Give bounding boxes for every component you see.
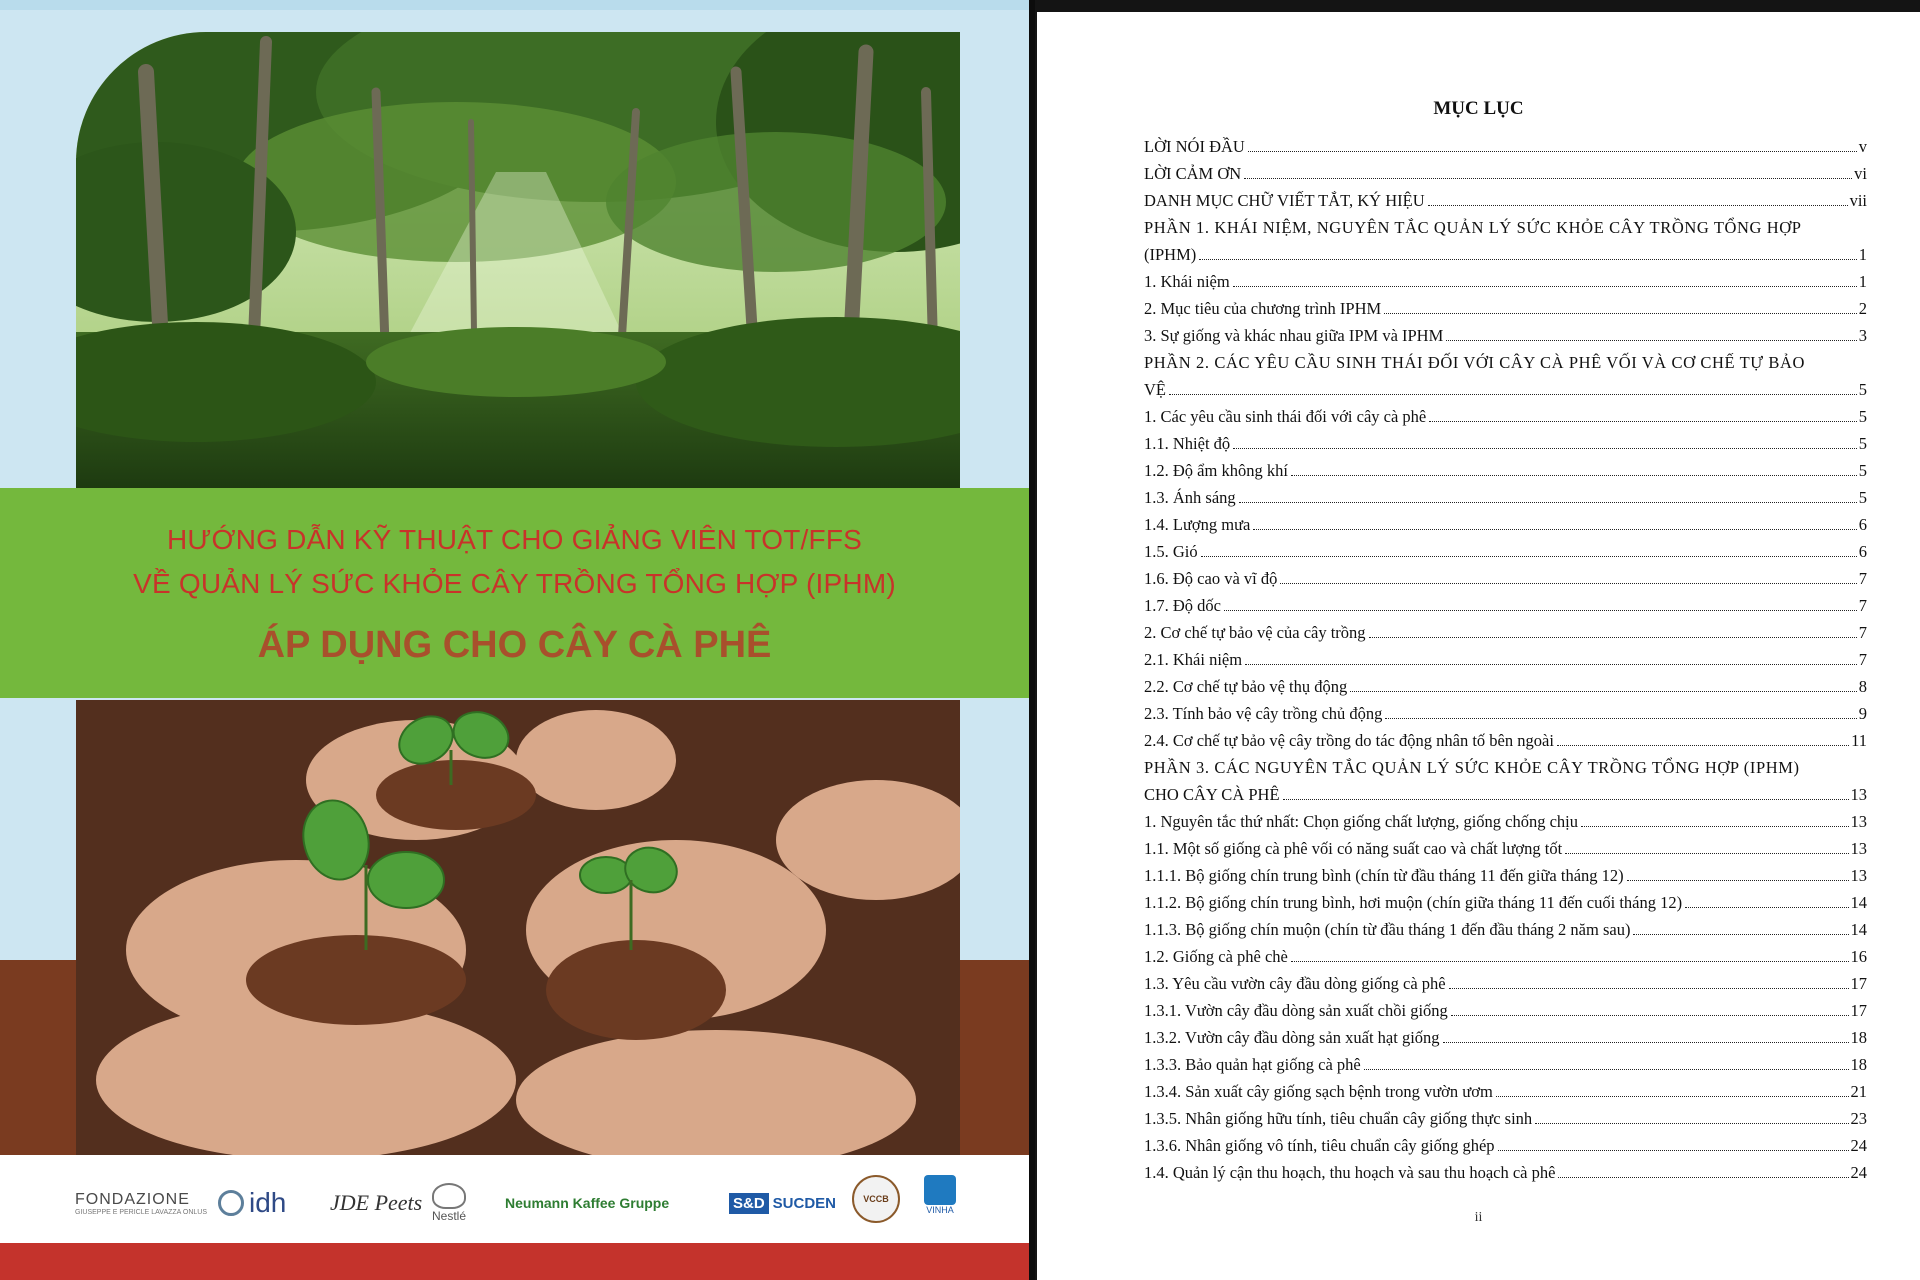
forest-photo <box>76 32 960 490</box>
fondazione-logo-text: FONDAZIONE <box>75 1191 190 1208</box>
nestle-logo <box>432 1183 466 1223</box>
vinha-logo <box>924 1175 956 1215</box>
vccb-logo-text: VCCB <box>863 1194 889 1204</box>
toc-dot-leader <box>1199 259 1857 260</box>
toc-entry-page: 3 <box>1858 326 1867 345</box>
toc-entry-page: 9 <box>1858 704 1867 723</box>
toc-entry-label: 1.1.2. Bộ giống chín trung bình, hơi muộn (chín giữa tháng 11 đến cuối tháng 12) <box>1144 893 1683 912</box>
toc-entry[interactable] <box>1144 1129 1867 1156</box>
toc-dot-leader <box>1239 502 1857 503</box>
toc-entry-label: 2. Cơ chế tự bảo vệ của cây trồng <box>1144 623 1366 642</box>
toc-entry[interactable] <box>1144 373 1867 400</box>
toc-entry-label: 1.2. Giống cà phê chè <box>1144 947 1288 966</box>
toc-entry[interactable] <box>1144 1048 1867 1075</box>
cover-title-line-1: HƯỚNG DẪN KỸ THUẬT CHO GIẢNG VIÊN TOT/FFS <box>166 524 863 555</box>
toc-entry-label: CHO CÂY CÀ PHÊ <box>1144 785 1280 804</box>
toc-entry[interactable] <box>1144 535 1867 562</box>
toc-dot-leader <box>1350 691 1856 692</box>
toc-entry[interactable] <box>1144 589 1867 616</box>
toc-entry[interactable] <box>1144 130 1867 157</box>
toc-entry[interactable] <box>1144 778 1867 805</box>
toc-dot-leader <box>1565 853 1848 854</box>
toc-entry-page: 5 <box>1858 407 1867 426</box>
toc-dot-leader <box>1581 826 1848 827</box>
toc-entry-label: 1.4. Lượng mưa <box>1144 515 1251 534</box>
cover-red-footer <box>0 1243 1029 1280</box>
cover-title-line-2: VỀ QUẢN LÝ SỨC KHỎE CÂY TRỒNG TỔNG HỢP (IPHM) <box>133 568 896 599</box>
vinha-square-icon <box>924 1175 956 1205</box>
toc-entry-label: 1.1.1. Bộ giống chín trung bình (chín từ đầu tháng 11 đến giữa tháng 12) <box>1144 866 1624 885</box>
toc-entry-heading[interactable] <box>1144 751 1867 778</box>
toc-entry-heading[interactable] <box>1144 346 1867 373</box>
neumann-logo-text: Neumann Kaffee Gruppe <box>505 1195 670 1211</box>
toc-dot-leader <box>1446 340 1856 341</box>
toc-entry-label: 1. Nguyên tắc thứ nhất: Chọn giống chất lượng, giống chống chịu <box>1144 812 1579 831</box>
toc-entry-label: PHẦN 1. KHÁI NIỆM, NGUYÊN TẮC QUẢN LÝ SỨC KHỎE CÂY TRỒNG TỔNG HỢP <box>1144 218 1802 237</box>
toc-entry-page: 18 <box>1850 1028 1867 1047</box>
toc-entry[interactable] <box>1144 616 1867 643</box>
toc-entry-label: 2.2. Cơ chế tự bảo vệ thụ động <box>1144 677 1348 696</box>
neumann-logo <box>505 1183 669 1223</box>
toc-entry-page: 5 <box>1858 488 1867 507</box>
toc-entry[interactable] <box>1144 994 1867 1021</box>
idh-logo <box>218 1183 286 1223</box>
toc-entry-page: 21 <box>1850 1082 1867 1101</box>
toc-dot-leader <box>1685 907 1848 908</box>
vccb-logo <box>852 1175 900 1223</box>
toc-dot-leader <box>1233 448 1857 449</box>
toc-entry-label: 1.1. Nhiệt độ <box>1144 434 1231 453</box>
toc-entry-page: 1 <box>1858 272 1867 291</box>
toc-entry[interactable] <box>1144 508 1867 535</box>
toc-entry-label: 1.3.5. Nhân giống hữu tính, tiêu chuẩn cây giống thực sinh <box>1144 1109 1533 1128</box>
toc-entry-page: 7 <box>1858 650 1867 669</box>
toc-entry[interactable] <box>1144 1156 1867 1183</box>
toc-entry[interactable] <box>1144 940 1867 967</box>
toc-entry-page: 13 <box>1850 839 1867 858</box>
toc-entry-label: 2.3. Tính bảo vệ cây trồng chủ động <box>1144 704 1383 723</box>
toc-entry-page: vii <box>1849 191 1867 210</box>
toc-entry-label: 1.6. Độ cao và vĩ độ <box>1144 569 1278 588</box>
toc-entry-page: 13 <box>1850 785 1867 804</box>
sucden-logo-text: SUCDEN <box>772 1194 837 1212</box>
toc-dot-leader <box>1244 178 1852 179</box>
toc-dot-leader <box>1384 313 1857 314</box>
toc-entry[interactable] <box>1144 319 1867 346</box>
toc-entry-page: 5 <box>1858 434 1867 453</box>
toc-dot-leader <box>1443 1042 1849 1043</box>
toc-entry-label: 1.2. Độ ẩm không khí <box>1144 461 1288 480</box>
toc-entry[interactable] <box>1144 913 1867 940</box>
toc-entry[interactable] <box>1144 670 1867 697</box>
toc-dot-leader <box>1291 961 1849 962</box>
vinha-logo-text: VINHA <box>926 1205 954 1215</box>
toc-entry[interactable] <box>1144 265 1867 292</box>
nestle-logo-text: Nestlé <box>432 1209 467 1223</box>
toc-dot-leader <box>1451 1015 1849 1016</box>
toc-dot-leader <box>1364 1069 1849 1070</box>
toc-dot-leader <box>1385 718 1856 719</box>
toc-entry[interactable] <box>1144 643 1867 670</box>
toc-entry-page: 16 <box>1850 947 1867 966</box>
cover-top-strip <box>0 0 1029 10</box>
toc-entry-label: PHẦN 3. CÁC NGUYÊN TẮC QUẢN LÝ SỨC KHỎE CÂY TRỒNG TỔNG HỢP (IPHM) <box>1144 758 1800 777</box>
toc-entry-label: 1.3.2. Vườn cây đầu dòng sản xuất hạt giống <box>1144 1028 1440 1047</box>
toc-dot-leader <box>1535 1123 1848 1124</box>
toc-entry[interactable] <box>1144 859 1867 886</box>
jde-peets-logo <box>330 1183 422 1223</box>
toc-entry-page: v <box>1858 137 1867 156</box>
toc-entry-page: 2 <box>1858 299 1867 318</box>
toc-entry-page: 17 <box>1850 1001 1867 1020</box>
toc-entry-page: 18 <box>1850 1055 1867 1074</box>
toc-entry-page: vi <box>1854 164 1867 183</box>
toc-entry[interactable] <box>1144 238 1867 265</box>
toc-entry[interactable] <box>1144 805 1867 832</box>
toc-entry-page: 11 <box>1851 731 1867 750</box>
toc-entry[interactable] <box>1144 886 1867 913</box>
toc-entry-label: 3. Sự giống và khác nhau giữa IPM và IPHM <box>1144 326 1444 345</box>
toc-entry-label: DANH MỤC CHỮ VIẾT TẮT, KÝ HIỆU <box>1144 191 1425 210</box>
toc-entry-label: LỜI CẢM ƠN <box>1144 164 1242 183</box>
toc-entry-label: PHẦN 2. CÁC YÊU CẦU SINH THÁI ĐỐI VỚI CÂY CÀ PHÊ VỐI VÀ CƠ CHẾ TỰ BẢO <box>1144 353 1806 372</box>
toc-entry-label: 1.3.6. Nhân giống vô tính, tiêu chuẩn cây giống ghép <box>1144 1136 1495 1155</box>
toc-dot-leader <box>1627 880 1849 881</box>
toc-entry[interactable] <box>1144 832 1867 859</box>
toc-entry-page: 7 <box>1858 623 1867 642</box>
toc-entry[interactable] <box>1144 697 1867 724</box>
page-gap <box>1029 0 1035 1280</box>
toc-dot-leader <box>1369 637 1857 638</box>
toc-list <box>1144 130 1867 1183</box>
toc-entry-page: 13 <box>1850 866 1867 885</box>
toc-entry-label: 1. Khái niệm <box>1144 272 1230 291</box>
toc-entry-label: 1.1. Một số giống cà phê vối có năng suất cao và chất lượng tốt <box>1144 839 1563 858</box>
toc-entry-page: 7 <box>1858 596 1867 615</box>
toc-entry[interactable] <box>1144 1102 1867 1129</box>
toc-entry-label: 1.3.1. Vườn cây đầu dòng sản xuất chồi giống <box>1144 1001 1448 1020</box>
fondazione-logo <box>75 1191 207 1231</box>
toc-entry[interactable] <box>1144 292 1867 319</box>
hands-seedlings-photo <box>76 700 960 1155</box>
toc-entry-label: LỜI NÓI ĐẦU <box>1144 137 1245 156</box>
toc-dot-leader <box>1201 556 1857 557</box>
sd-sucden-logo <box>729 1183 836 1223</box>
toc-entry-label: 1.1.3. Bộ giống chín muộn (chín từ đầu tháng 1 đến đầu tháng 2 năm sau) <box>1144 920 1631 939</box>
toc-entry[interactable] <box>1144 562 1867 589</box>
partner-logo-strip <box>0 1155 1029 1243</box>
toc-entry[interactable] <box>1144 454 1867 481</box>
toc-entry-page: 5 <box>1858 461 1867 480</box>
toc-dot-leader <box>1291 475 1857 476</box>
toc-entry[interactable] <box>1144 157 1867 184</box>
toc-entry-label: 2.1. Khái niệm <box>1144 650 1243 669</box>
toc-dot-leader <box>1429 421 1856 422</box>
toc-dot-leader <box>1248 151 1857 152</box>
toc-entry[interactable] <box>1144 427 1867 454</box>
nest-icon <box>432 1183 466 1209</box>
toc-dot-leader <box>1280 583 1856 584</box>
toc-entry-page: 17 <box>1850 974 1867 993</box>
toc-entry-page: 24 <box>1850 1163 1867 1182</box>
toc-entry-page: 8 <box>1858 677 1867 696</box>
toc-entry-label: 1.3. Yêu cầu vườn cây đầu dòng giống cà phê <box>1144 974 1446 993</box>
toc-dot-leader <box>1233 286 1857 287</box>
idh-ring-icon <box>218 1190 244 1216</box>
cover-title-band <box>0 488 1029 698</box>
toc-dot-leader <box>1449 988 1849 989</box>
toc-entry-label: 1.3. Ánh sáng <box>1144 488 1236 507</box>
cover-subtitle: ÁP DỤNG CHO CÂY CÀ PHÊ <box>257 624 772 666</box>
toc-dot-leader <box>1224 610 1857 611</box>
toc-dot-leader <box>1245 664 1857 665</box>
toc-entry-page: 13 <box>1850 812 1867 831</box>
toc-entry-label: 1. Các yêu cầu sinh thái đối với cây cà phê <box>1144 407 1427 426</box>
toc-entry-label: (IPHM) <box>1144 245 1197 264</box>
toc-dot-leader <box>1428 205 1848 206</box>
toc-entry[interactable] <box>1144 400 1867 427</box>
toc-entry-label: 1.5. Gió <box>1144 542 1198 561</box>
page-number: ii <box>1474 1210 1483 1225</box>
sd-box-text: S&D <box>729 1193 769 1214</box>
toc-entry-page: 5 <box>1858 380 1867 399</box>
idh-logo-text: idh <box>249 1187 287 1218</box>
toc-entry-page: 24 <box>1850 1136 1867 1155</box>
toc-dot-leader <box>1558 1177 1848 1178</box>
toc-entry[interactable] <box>1144 481 1867 508</box>
toc-dot-leader <box>1557 745 1849 746</box>
toc-entry-label: 2.4. Cơ chế tự bảo vệ cây trồng do tác động nhân tố bên ngoài <box>1144 731 1554 750</box>
toc-entry-heading[interactable] <box>1144 211 1867 238</box>
toc-entry-page: 23 <box>1850 1109 1867 1128</box>
toc-entry-label: 1.3.3. Bảo quản hạt giống cà phê <box>1144 1055 1361 1074</box>
toc-entry-page: 1 <box>1858 245 1867 264</box>
toc-entry[interactable] <box>1144 967 1867 994</box>
toc-entry[interactable] <box>1144 1075 1867 1102</box>
toc-entry-page: 6 <box>1858 515 1867 534</box>
toc-dot-leader <box>1498 1150 1849 1151</box>
toc-entry-label: 1.3.4. Sản xuất cây giống sạch bệnh trong vườn ươm <box>1144 1082 1493 1101</box>
toc-page <box>1037 12 1920 1280</box>
toc-entry-label: 1.7. Độ dốc <box>1144 596 1221 615</box>
toc-dot-leader <box>1253 529 1856 530</box>
toc-dot-leader <box>1283 799 1849 800</box>
toc-dot-leader <box>1496 1096 1849 1097</box>
toc-entry-page: 6 <box>1858 542 1867 561</box>
toc-entry[interactable] <box>1144 1021 1867 1048</box>
fondazione-logo-subtext: GIUSEPPE E PERICLE LAVAZZA ONLUS <box>75 1209 208 1216</box>
toc-entry-page: 14 <box>1850 920 1867 939</box>
jde-logo-text: JDE Peets <box>330 1190 423 1215</box>
toc-title: MỤC LỤC <box>1433 98 1524 119</box>
toc-entry-page: 7 <box>1858 569 1867 588</box>
toc-dot-leader <box>1633 934 1848 935</box>
toc-dot-leader <box>1169 394 1857 395</box>
toc-entry-label: 2. Mục tiêu của chương trình IPHM <box>1144 299 1382 318</box>
toc-entry[interactable] <box>1144 724 1867 751</box>
toc-entry[interactable] <box>1144 184 1867 211</box>
toc-entry-page: 14 <box>1850 893 1867 912</box>
toc-entry-label: 1.4. Quản lý cận thu hoạch, thu hoạch và sau thu hoạch cà phê <box>1144 1163 1556 1182</box>
toc-entry-label: VỆ <box>1144 380 1166 399</box>
